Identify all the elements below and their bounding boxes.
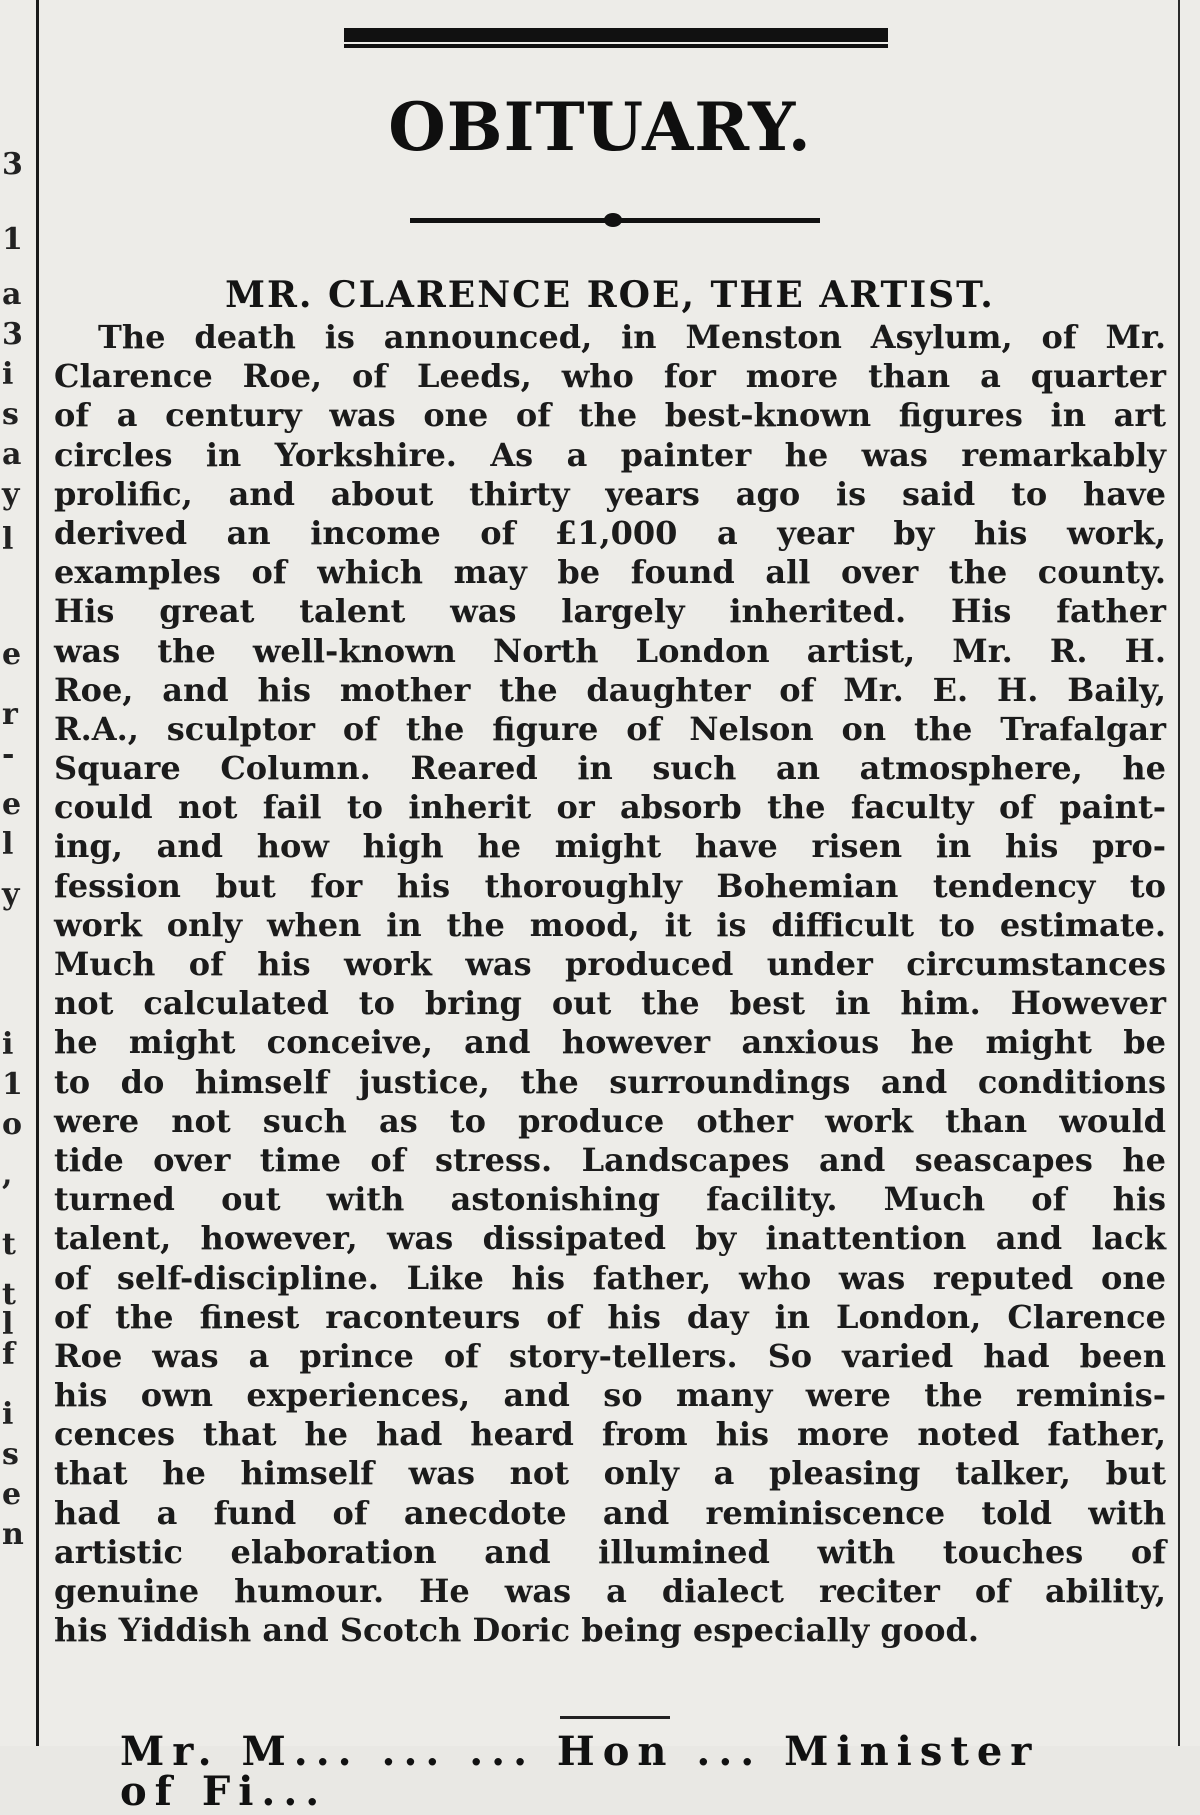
article-line: to do himself justice, the surroundings and conditions (54, 1062, 1166, 1101)
article-line: genuine humour. He was a dialect reciter of ability, (54, 1572, 1166, 1610)
left-column-fragment: - (2, 737, 15, 772)
article-line: examples of which may be found all over the county. (54, 553, 1166, 592)
left-column-fragment: l (2, 1307, 14, 1342)
left-column-fragment: y (2, 477, 20, 512)
article-line: circles in Yorkshire. As a painter he was remarkably (54, 435, 1166, 474)
left-column-fragment: l (2, 522, 14, 557)
article-line: talent, however, was dissipated by inattention and lack (54, 1219, 1166, 1258)
article-line: ing, and how high he might have risen in his pro- (54, 827, 1166, 866)
neighbouring-column-fragments (0, 0, 26, 1746)
article-line: cences that he had heard from his more noted father, (54, 1415, 1166, 1454)
left-column-fragment: 3 (2, 317, 23, 352)
left-column-fragment: i (2, 1027, 14, 1062)
left-column-fragment: 1 (2, 222, 23, 257)
obituary-headline: OBITUARY. (388, 88, 812, 166)
left-column-fragment: e (2, 787, 22, 822)
article-line: of self-discipline. Like his father, who was reputed one (54, 1258, 1166, 1297)
column-rule-right (1178, 0, 1180, 1746)
left-column-fragment: e (2, 1477, 22, 1512)
article-line: were not such as to produce other work than would (54, 1101, 1166, 1140)
left-column-fragment: a (2, 277, 22, 312)
article-line: Roe, and his mother the daughter of Mr. E. H. Baily, (54, 670, 1166, 709)
article-line: could not fail to inherit or absorb the faculty of paint- (54, 788, 1166, 827)
article-line: his own experiences, and so many were the reminis- (54, 1376, 1166, 1415)
left-column-fragment: y (2, 877, 20, 912)
next-article-heading-cut: Mr. M... ... ... Hon ... Minister of Fi... (120, 1728, 1040, 1815)
left-column-fragment: s (2, 1437, 19, 1472)
article-line: he might conceive, and however anxious he might be (54, 1023, 1166, 1062)
left-column-fragment: t (2, 1277, 16, 1312)
article-line: not calculated to bring out the best in him. However (54, 984, 1166, 1023)
article-line: had a fund of anecdote and reminiscence told with (54, 1493, 1166, 1532)
article-body (54, 318, 1166, 1650)
left-column-fragment: a (2, 437, 22, 472)
article-line: artistic elaboration and illumined with touches of (54, 1532, 1166, 1571)
left-column-fragment: , (2, 1157, 13, 1192)
left-column-fragment: o (2, 1107, 23, 1142)
article-line: prolific, and about thirty years ago is said to have (54, 474, 1166, 513)
article-line: work only when in the mood, it is difficult to estimate. (54, 905, 1166, 944)
article-line: derived an income of £1,000 a year by his work, (54, 513, 1166, 552)
article-end-rule (560, 1716, 670, 1719)
article-subheadline: MR. CLARENCE ROE, THE ARTIST. (225, 274, 995, 316)
article-line: Square Column. Reared in such an atmosphere, he (54, 749, 1166, 788)
left-column-fragment: l (2, 827, 14, 862)
left-column-fragment: t (2, 1227, 16, 1262)
article-line: fession but for his thoroughly Bohemian tendency to (54, 866, 1166, 905)
left-column-fragment: 3 (2, 147, 23, 182)
left-column-fragment: r (2, 697, 18, 732)
article-line: was the well-known North London artist, Mr. R. H. (54, 631, 1166, 670)
left-column-fragment: f (2, 1337, 15, 1372)
article-line: Roe was a prince of story-tellers. So varied had been (54, 1336, 1166, 1375)
left-column-fragment: i (2, 1397, 14, 1432)
article-line: his Yiddish and Scotch Doric being especially good. (54, 1611, 979, 1650)
article-line: that he himself was not only a pleasing talker, but (54, 1454, 1166, 1493)
left-column-fragment: s (2, 397, 19, 432)
headline-divider-ornament (604, 213, 622, 227)
left-column-fragment: e (2, 637, 22, 672)
column-rule-left (36, 0, 39, 1746)
article-line: of a century was one of the best-known figures in art (54, 396, 1166, 435)
article-line: Much of his work was produced under circumstances (54, 945, 1166, 983)
article-line: turned out with astonishing facility. Much of his (54, 1180, 1166, 1219)
article-line: Clarence Roe, of Leeds, who for more than a quarter (54, 357, 1166, 396)
article-line: R.A., sculptor of the figure of Nelson on the Trafalgar (54, 709, 1166, 748)
left-column-fragment: n (2, 1517, 24, 1552)
left-column-fragment: 1 (2, 1067, 23, 1102)
article-line: The death is announced, in Menston Asylum, of Mr. (98, 318, 1166, 356)
article-line: tide over time of stress. Landscapes and seascapes he (54, 1140, 1166, 1179)
article-line: of the finest raconteurs of his day in London, Clarence (54, 1297, 1166, 1336)
left-column-fragment: i (2, 357, 14, 392)
section-top-rule (344, 28, 888, 42)
article-line: His great talent was largely inherited. His father (54, 592, 1166, 631)
